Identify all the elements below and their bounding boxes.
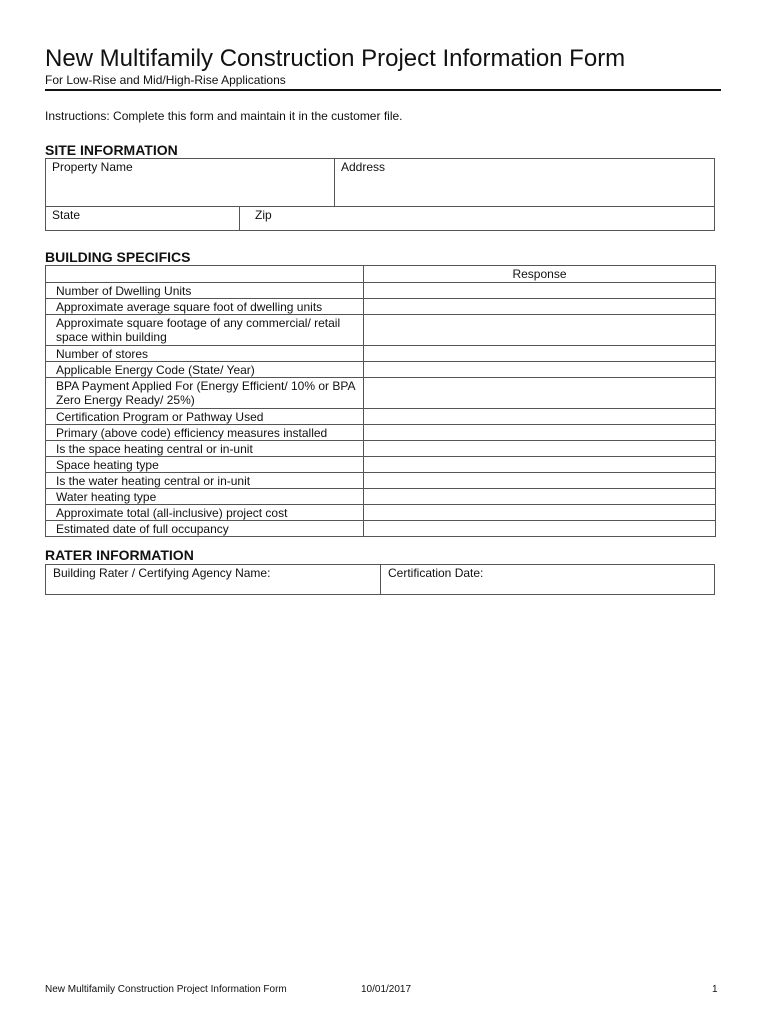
row-label: Certification Program or Pathway Used	[46, 409, 364, 425]
site-information-heading: SITE INFORMATION	[45, 142, 178, 158]
response-header: Response	[364, 266, 716, 283]
footer-page-number: 1	[712, 984, 718, 995]
row-label: Is the space heating central or in-unit	[46, 441, 364, 457]
table-row	[46, 425, 716, 441]
table-row	[46, 457, 716, 473]
table-row	[46, 299, 716, 315]
row-label: Approximate total (all-inclusive) project cost	[46, 505, 364, 521]
response-cell[interactable]	[364, 425, 716, 441]
response-cell[interactable]	[364, 315, 716, 346]
row-label: Approximate average square foot of dwelling units	[46, 299, 364, 315]
response-cell[interactable]	[364, 299, 716, 315]
response-cell[interactable]	[364, 378, 716, 409]
response-cell[interactable]	[364, 457, 716, 473]
row-label: Water heating type	[46, 489, 364, 505]
certification-date-field[interactable]: Certification Date:	[388, 566, 484, 580]
page-title: New Multifamily Construction Project Information Form	[45, 45, 626, 72]
response-cell[interactable]	[364, 283, 716, 299]
footer-form-name: New Multifamily Construction Project Information Form	[45, 984, 287, 995]
response-cell[interactable]	[364, 521, 716, 537]
table-row	[46, 315, 716, 346]
response-cell[interactable]	[364, 362, 716, 378]
table-row	[46, 521, 716, 537]
row-label: Number of Dwelling Units	[46, 283, 364, 299]
state-field[interactable]: State	[52, 208, 81, 222]
row-label: Applicable Energy Code (State/ Year)	[46, 362, 364, 378]
rater-information-heading: RATER INFORMATION	[45, 547, 194, 563]
instructions-text: Instructions: Complete this form and maintain it in the customer file.	[45, 109, 403, 123]
row-label: Number of stores	[46, 346, 364, 362]
table-header-blank	[46, 266, 364, 283]
response-cell[interactable]	[364, 473, 716, 489]
address-field[interactable]: Address	[341, 160, 386, 174]
page-subtitle: For Low-Rise and Mid/High-Rise Applications	[45, 73, 286, 87]
site-divider-vertical-bottom	[239, 207, 240, 231]
table-row	[46, 378, 716, 409]
table-row	[46, 489, 716, 505]
title-divider	[45, 89, 721, 91]
response-cell[interactable]	[364, 409, 716, 425]
response-cell[interactable]	[364, 346, 716, 362]
rater-agency-name-field[interactable]: Building Rater / Certifying Agency Name:	[53, 566, 271, 580]
row-label: Space heating type	[46, 457, 364, 473]
zip-field[interactable]: Zip	[255, 208, 272, 222]
building-specifics-table	[45, 265, 716, 537]
response-cell[interactable]	[364, 489, 716, 505]
rater-information-box	[45, 564, 715, 595]
table-row	[46, 409, 716, 425]
row-label: Approximate square footage of any commercial/ retail space within building	[46, 315, 364, 346]
table-row	[46, 283, 716, 299]
table-row	[46, 441, 716, 457]
rater-divider-vertical	[380, 565, 381, 594]
property-name-field[interactable]: Property Name	[52, 160, 133, 174]
row-label: Primary (above code) efficiency measures installed	[46, 425, 364, 441]
site-information-box	[45, 158, 715, 231]
table-row	[46, 346, 716, 362]
table-row	[46, 362, 716, 378]
row-label: BPA Payment Applied For (Energy Efficient/ 10% or BPA Zero Energy Ready/ 25%)	[46, 378, 364, 409]
table-header-row	[46, 266, 716, 283]
table-row	[46, 505, 716, 521]
row-label: Estimated date of full occupancy	[46, 521, 364, 537]
site-divider-horizontal	[46, 206, 714, 207]
table-row	[46, 473, 716, 489]
building-specifics-heading: BUILDING SPECIFICS	[45, 249, 191, 265]
response-cell[interactable]	[364, 505, 716, 521]
footer-date: 10/01/2017	[361, 984, 412, 995]
response-cell[interactable]	[364, 441, 716, 457]
row-label: Is the water heating central or in-unit	[46, 473, 364, 489]
site-divider-vertical-top	[334, 159, 335, 207]
